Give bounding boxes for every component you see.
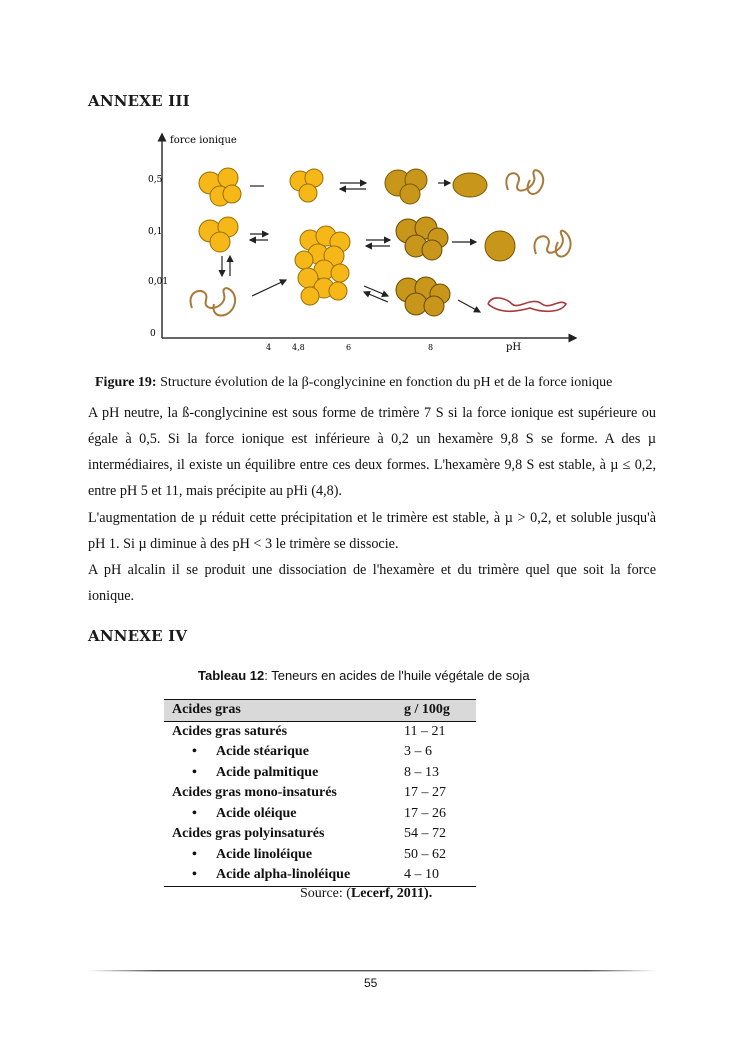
table-cell-value: 8 – 13 [404,764,439,780]
table-cell-name-text: Acide oléique [216,805,297,821]
table-cell-value: 54 – 72 [404,826,446,842]
annex-iii-heading: ANNEXE III [88,92,190,110]
trimer-cluster [199,168,241,206]
annex-iv-heading: ANNEXE IV [88,627,188,645]
table-cell-name [164,804,402,825]
x-tick-label: 8 [428,343,434,352]
table-row [164,824,476,845]
table-cell-name: Acides gras mono-insaturés [172,785,337,801]
monomer-cluster [290,169,323,202]
bullet-icon: • [192,805,197,821]
subunit-circle [485,231,515,261]
footer-divider [88,970,656,972]
y-tick-label: 0,5 [148,175,163,185]
table-source [300,886,432,902]
table-cell-value: 17 – 27 [404,785,446,801]
table-cell-name-text: Acide palmitique [216,764,319,780]
table-row [164,763,476,784]
figure-caption [95,375,685,391]
hexamer-cluster [295,226,350,305]
table-header-row [164,700,476,722]
table-cell-name-text: Acide alpha-linoléique [216,867,351,883]
dark-hexamer-cluster [396,277,450,316]
unfolded-chain [506,170,543,194]
table-cell-value: 4 – 10 [402,865,476,886]
subunit-oval [453,173,487,197]
unfolded-chain [190,288,235,315]
paragraph: A pH alcalin il se produit une dissociation de l'hexamère et du trimère quel que soit la force ionique. [88,562,656,604]
x-tick-label: 4,8 [292,343,305,352]
table-cell-name-text: Acide linoléique [216,846,313,862]
table-cell-value: 11 – 21 [404,723,446,739]
paragraph: L'augmentation de µ réduit cette précipitation et le trimère est stable, à µ > 0,2, et soluble jusqu'à pH 1. Si µ diminue à des pH < 3 le trimère se dissocie. [88,510,656,552]
x-axis-label: pH [506,342,522,353]
table-row [164,804,476,825]
y-axis-label: force ionique [170,135,237,146]
x-tick-label: 4 [266,343,272,352]
paragraph: A pH neutre, la ß-conglycinine est sous forme de trimère 7 S si la force ionique est supérieure ou égale à 0,5. Si la force ionique est inférieure à 0,2 un hexamère 9,8 S se forme. A des µ intermédiaires, il existe un équilibre entre ces deux formes. L'hexamère 9,8 S est stable, à µ ≤ 0,2, entre pH 5 et 11, mais précipite au pHi (4,8). [88,405,656,499]
table-caption-text: : Teneurs en acides de l'huile végétale de soja [264,668,530,683]
bullet-icon: • [192,764,197,780]
unfolded-chain [534,231,570,257]
trimer-cluster [199,217,238,252]
bullet-icon: • [192,867,197,883]
fatty-acid-table [164,699,476,887]
y-tick-label: 0,1 [148,227,163,237]
source-reference: Lecerf, 2011 [350,886,425,901]
table-cell-value: 17 – 26 [404,805,446,821]
table-cell-name [164,845,402,866]
bullet-icon: • [192,744,197,760]
source-prefix: Source: ( [300,886,351,901]
table-caption-label: Tableau 12 [198,668,265,683]
table-header-cell: Acides gras [164,700,402,722]
table-cell-name [164,865,402,886]
dark-trimer-cluster [385,169,427,204]
table-row [164,845,476,866]
page-number: 55 [364,976,378,990]
table-cell-name: Acides gras polyinsaturés [172,826,325,842]
table-row [164,865,476,886]
aggregated-chain [488,298,566,311]
conglycinin-structure-figure [140,128,580,356]
source-suffix: ). [424,886,433,901]
table-cell-value: 3 – 6 [404,744,432,760]
figure-caption-label: Figure 19: [95,375,157,390]
table-row [164,783,476,804]
table-cell-name [164,763,402,784]
bullet-icon: • [192,846,197,862]
table-cell-name-text: Acide stéarique [216,744,309,760]
y-tick-label: 0,01 [148,277,169,287]
table-row [164,721,476,742]
table-header-cell: g / 100g [402,700,476,722]
dark-hexamer-cluster [396,217,448,260]
x-tick-label: 6 [346,343,352,352]
table-cell-value: 50 – 62 [404,846,446,862]
y-tick-label: 0 [150,329,156,339]
figure-caption-text: Structure évolution de la β-conglycinine en fonction du pH et de la force ionique [156,375,613,390]
table-cell-name: Acides gras saturés [172,723,288,739]
table-caption [198,668,530,683]
table-cell-name [164,742,402,763]
table-row [164,742,476,763]
